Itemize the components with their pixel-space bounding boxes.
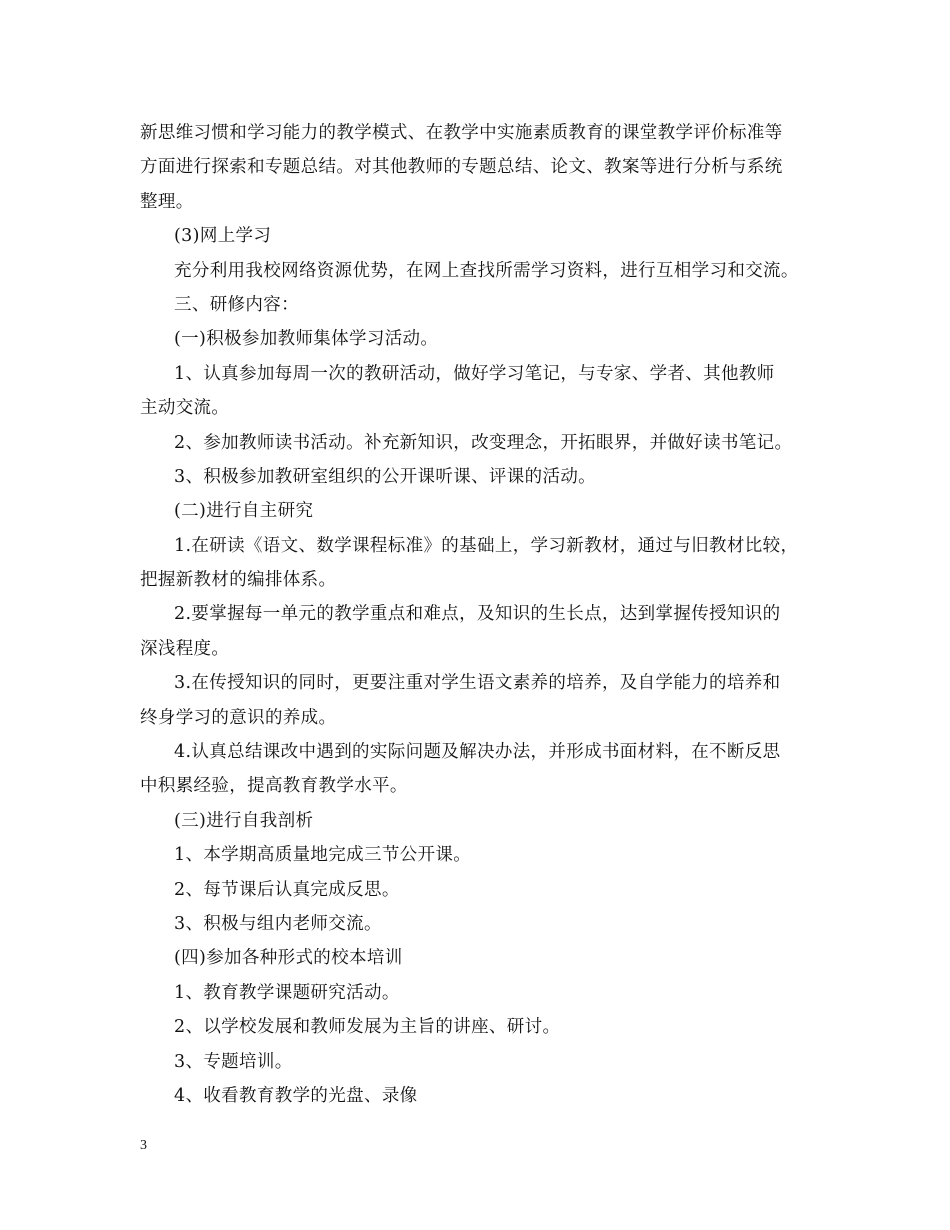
text-line: 4.认真总结课改中遇到的实际问题及解决办法，并形成书面材料，在不断反思	[174, 742, 781, 763]
text-line: 主动交流。	[140, 398, 230, 419]
text-line: 3、专题培训。	[174, 1051, 293, 1072]
text-line: 三、研修内容：	[174, 294, 299, 315]
text-line: 1、本学期高质量地完成三节公开课。	[174, 845, 472, 866]
text-line: 1、教育教学课题研究活动。	[174, 982, 400, 1003]
text-line: 整理。	[140, 191, 194, 212]
page-number: 3	[140, 1138, 147, 1153]
text-line: 3、积极参加教研室组织的公开课听课、评课的活动。	[174, 466, 597, 487]
text-line: (四)参加各种形式的校本培训	[174, 948, 403, 969]
text-line: 新思维习惯和学习能力的教学模式、在教学中实施素质教育的课堂教学评价标准等	[140, 123, 783, 143]
text-line: (3)网上学习	[174, 226, 272, 247]
text-line: 把握新教材的编排体系。	[140, 570, 337, 591]
document-body	[140, 116, 820, 1113]
text-line: 1.在研读《语文、数学课程标准》的基础上，学习新教材，通过与旧教材比较，	[174, 535, 799, 556]
text-line: (三)进行自我剖析	[174, 810, 314, 831]
text-line: 方面进行探索和专题总结。对其他教师的专题总结、论文、教案等进行分析与系统	[140, 157, 783, 178]
text-line: 4、收看教育教学的光盘、录像	[174, 1085, 418, 1106]
text-line: (二)进行自主研究	[174, 501, 314, 522]
text-line: 2、每节课后认真完成反思。	[174, 879, 400, 900]
text-line: 中积累经验，提高教育教学水平。	[140, 776, 408, 797]
text-line: 深浅程度。	[140, 638, 230, 659]
text-line: 终身学习的意识的养成。	[140, 707, 337, 728]
text-line: 充分利用我校网络资源优势，在网上查找所需学习资料，进行互相学习和交流。	[174, 260, 799, 281]
text-line: 2.要掌握每一单元的教学重点和难点，及知识的生长点，达到掌握传授知识的	[174, 604, 781, 625]
text-line: 2、参加教师读书活动。补充新知识，改变理念，开拓眼界，并做好读书笔记。	[174, 432, 793, 453]
text-line: 2、以学校发展和教师发展为主旨的讲座、研讨。	[174, 1017, 561, 1038]
text-line: (一)积极参加教师集体学习活动。	[174, 329, 439, 350]
text-line: 1、认真参加每周一次的教研活动，做好学习笔记，与专家、学者、其他教师	[174, 363, 775, 384]
text-line: 3.在传授知识的同时，更要注重对学生语文素养的培养，及自学能力的培养和	[174, 673, 781, 694]
text-line: 3、积极与组内老师交流。	[174, 913, 382, 934]
